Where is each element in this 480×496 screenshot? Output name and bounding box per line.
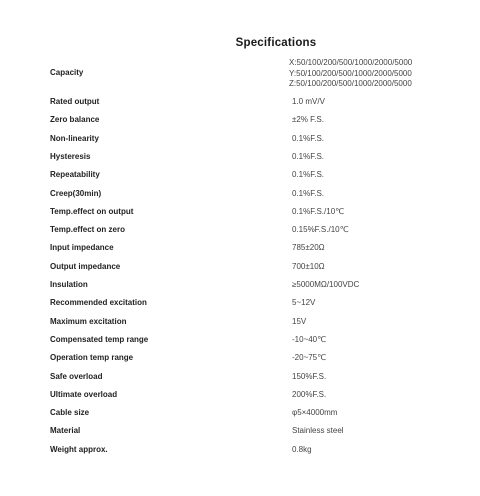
spec-value: 150%F.S. bbox=[292, 372, 327, 381]
page-title: Specifications bbox=[235, 37, 317, 49]
spec-value: 785±20Ω bbox=[292, 243, 325, 252]
capacity-values bbox=[289, 58, 412, 90]
spec-label: Zero balance bbox=[50, 115, 100, 124]
spec-label: Input impedance bbox=[50, 243, 114, 252]
spec-label: Operation temp range bbox=[50, 353, 134, 362]
spec-value: 0.1%F.S. bbox=[292, 170, 325, 179]
spec-value: ±2% F.S. bbox=[292, 115, 324, 124]
spec-value: 15V bbox=[292, 317, 307, 326]
spec-label: Repeatability bbox=[50, 170, 100, 179]
spec-label: Compensated temp range bbox=[50, 335, 149, 344]
spec-value: 0.1%F.S./10℃ bbox=[292, 207, 345, 216]
capacity-line-y: Y:50/100/200/500/1000/2000/5000 bbox=[289, 68, 412, 78]
spec-value: 0.1%F.S. bbox=[292, 134, 325, 143]
capacity-line-z: Z:50/100/200/500/1000/2000/5000 bbox=[289, 79, 412, 88]
spec-value: 5~12V bbox=[292, 298, 316, 307]
spec-value: 700±10Ω bbox=[292, 262, 325, 271]
spec-label: Cable size bbox=[50, 408, 90, 417]
spec-label: Weight approx. bbox=[50, 445, 108, 454]
spec-value: 0.8kg bbox=[292, 445, 312, 454]
spec-value: 0.1%F.S. bbox=[292, 152, 325, 161]
spec-value: -10~40℃ bbox=[292, 335, 327, 344]
spec-label: Safe overload bbox=[50, 372, 103, 381]
spec-value: 0.15%F.S./10℃ bbox=[292, 225, 349, 234]
spec-value: 0.1%F.S. bbox=[292, 189, 325, 198]
spec-label: Temp.effect on output bbox=[50, 207, 134, 216]
spec-label: Ultimate overload bbox=[50, 390, 118, 399]
spec-label: Insulation bbox=[50, 280, 88, 289]
spec-label: Material bbox=[50, 426, 81, 435]
spec-value: -20~75℃ bbox=[292, 353, 327, 362]
spec-label: Creep(30min) bbox=[50, 189, 102, 198]
spec-value: 200%F.S. bbox=[292, 390, 327, 399]
spec-value: ≥5000MΩ/100VDC bbox=[292, 280, 360, 289]
capacity-line-x: X:50/100/200/500/1000/2000/5000 bbox=[289, 58, 413, 67]
spec-label: Recommended excitation bbox=[50, 298, 147, 307]
spec-label: Non-linearity bbox=[50, 134, 99, 143]
spec-label: Maximum excitation bbox=[50, 317, 127, 326]
spec-label: Temp.effect on zero bbox=[50, 225, 125, 234]
spec-label: Capacity bbox=[50, 68, 84, 77]
spec-label: Output impedance bbox=[50, 262, 121, 271]
spec-value: φ5×4000mm bbox=[292, 408, 338, 417]
spec-label: Rated output bbox=[50, 97, 100, 106]
spec-value: Stainless steel bbox=[292, 426, 344, 435]
spec-label: Hysteresis bbox=[50, 152, 91, 161]
spec-value: 1.0 mV/V bbox=[292, 97, 325, 106]
